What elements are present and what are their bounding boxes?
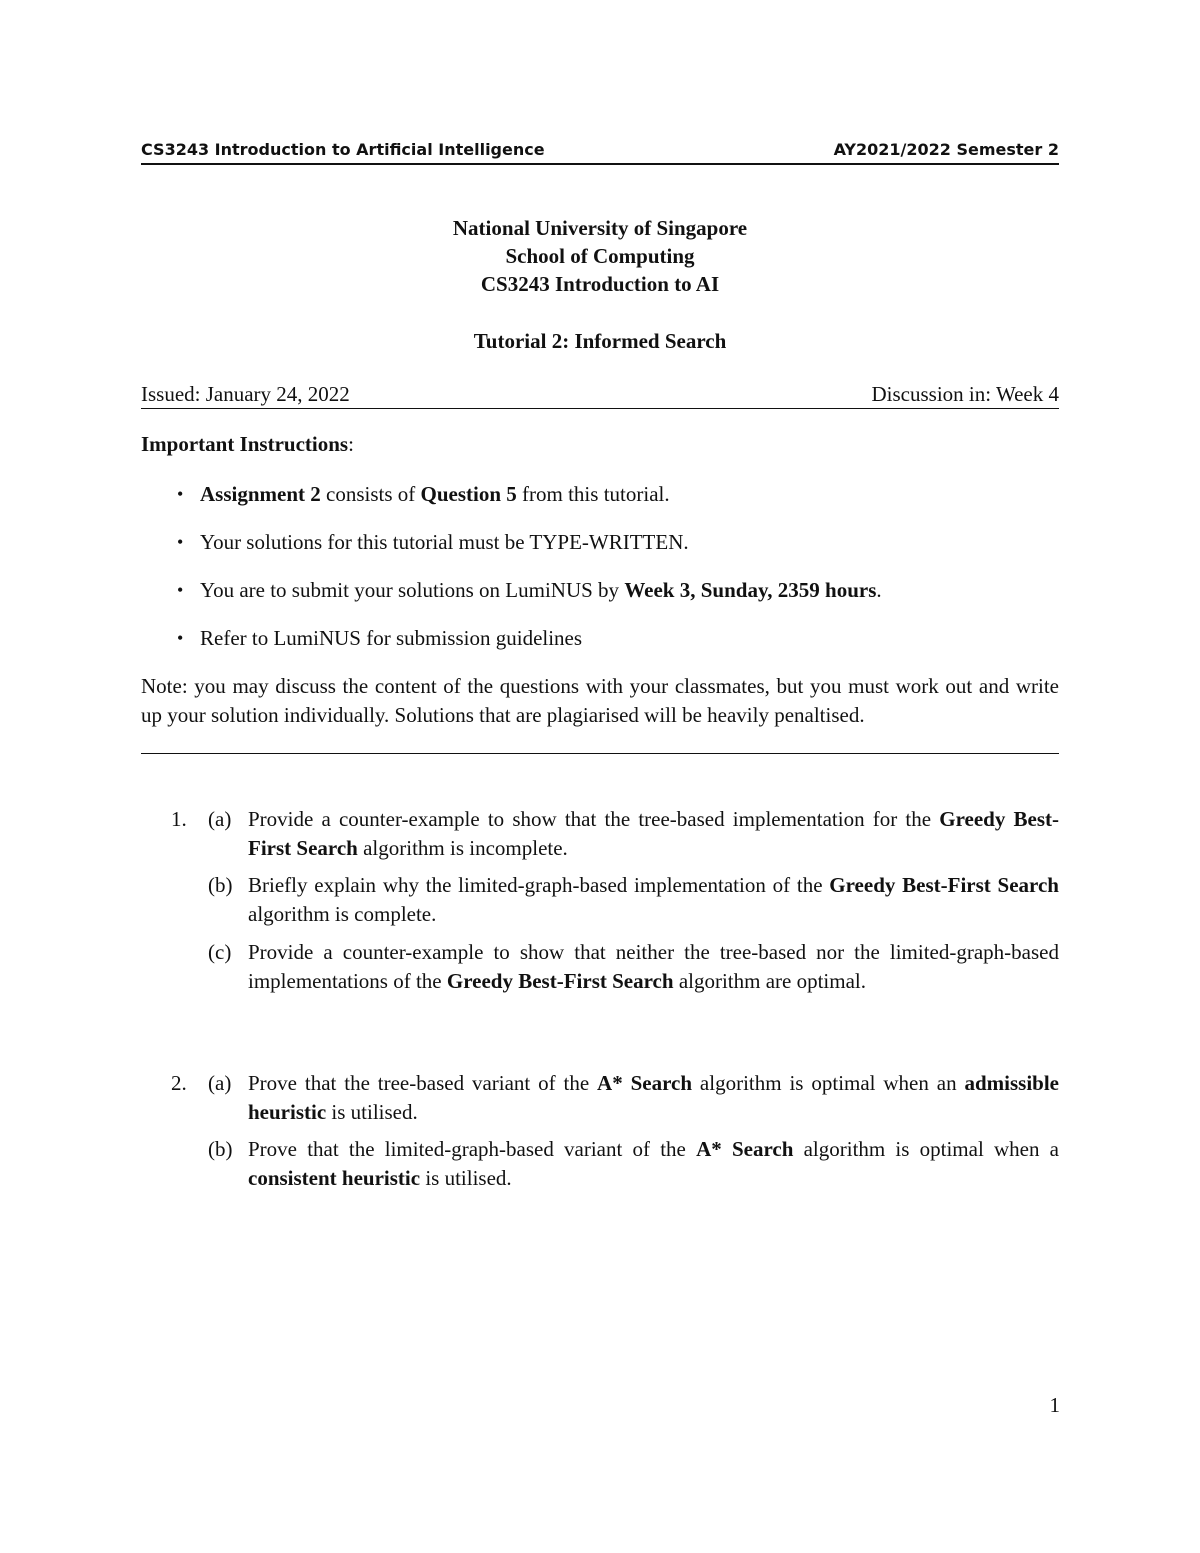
bold-text: Greedy Best-First Search — [248, 807, 1059, 860]
instruction-item — [141, 622, 1059, 670]
bullet-icon: • — [177, 484, 184, 504]
text-run: Prove that the tree-based variant of the — [248, 1071, 598, 1095]
part-label: (c) — [208, 940, 232, 964]
running-header — [141, 140, 1059, 165]
text-run: Your solutions for this tutorial must be TYPE-WRITTEN. — [200, 530, 689, 554]
bullet-icon: • — [177, 628, 184, 648]
part-text — [248, 871, 1059, 929]
instructions-heading-colon: : — [348, 432, 354, 456]
text-run: Provide a counter-example to show that the tree-based implementation for the — [248, 807, 940, 831]
bold-text: admissible heuristic — [248, 1071, 1059, 1124]
part-text — [248, 1135, 1059, 1193]
part-text — [248, 805, 1059, 863]
text-run: Prove that the limited-graph-based variant of the — [248, 1137, 697, 1161]
instruction-text — [200, 482, 670, 506]
part-label: (b) — [208, 1137, 233, 1161]
instruction-list — [141, 478, 1059, 670]
university-name: National University of Singapore — [452, 216, 748, 240]
bold-text: A* Search — [696, 1137, 794, 1161]
bold-text: Greedy Best-First Search — [829, 873, 1059, 897]
title-block — [141, 214, 1059, 355]
text-run: is utilised. — [326, 1100, 418, 1124]
instruction-text — [200, 626, 582, 650]
running-header-semester: AY2021/2022 Semester 2 — [833, 140, 1059, 159]
question-part — [208, 871, 1059, 929]
bold-text: A* Search — [597, 1071, 693, 1095]
text-run: consists of — [320, 482, 421, 506]
bold-text: Greedy Best-First Search — [446, 969, 674, 993]
bullet-icon: • — [177, 532, 184, 552]
bold-text: consistent heuristic — [248, 1166, 421, 1190]
instruction-text — [200, 578, 882, 602]
bold-text: Week 3, Sunday, 2359 hours — [624, 578, 877, 602]
discussion-week: Discussion in: Week 4 — [871, 382, 1059, 406]
bullet-icon: • — [177, 580, 184, 600]
text-run: algorithm is incomplete. — [357, 836, 568, 860]
part-text — [248, 938, 1059, 996]
text-run: from this tutorial. — [516, 482, 670, 506]
text-run: You are to submit your solutions on LumiNUS by — [200, 578, 625, 602]
question-number: 2. — [171, 1071, 187, 1095]
instruction-item — [141, 526, 1059, 574]
instruction-item — [141, 478, 1059, 526]
text-run: algorithm is optimal when an — [692, 1071, 965, 1095]
bold-text: Assignment 2 — [200, 482, 321, 506]
instruction-item — [141, 574, 1059, 622]
tutorial-title: Tutorial 2: Informed Search — [473, 329, 727, 353]
instructions-heading — [141, 432, 354, 457]
part-label: (a) — [208, 1071, 232, 1095]
text-run: Briefly explain why the limited-graph-based implementation of the — [248, 873, 830, 897]
issued-date: Issued: January 24, 2022 — [141, 382, 350, 406]
part-text — [248, 1069, 1059, 1127]
page-number: 1 — [1049, 1393, 1060, 1417]
text-run: Provide a counter-example to show that neither the tree-based nor the limited-graph-based implementations of the — [248, 940, 1059, 993]
bold-text: Question 5 — [420, 482, 517, 506]
part-label: (b) — [208, 873, 233, 897]
section-divider — [141, 753, 1059, 754]
instruction-text — [200, 530, 689, 554]
course-name: CS3243 Introduction to AI — [480, 272, 720, 296]
school-name: School of Computing — [505, 244, 695, 268]
question-number: 1. — [171, 807, 187, 831]
issued-line — [141, 382, 1059, 409]
question-part — [208, 805, 1059, 863]
text-run: Refer to LumiNUS for submission guidelines — [200, 626, 583, 650]
running-header-course: CS3243 Introduction to Artificial Intelligence — [141, 140, 545, 159]
question-part — [208, 1135, 1060, 1193]
instructions-heading-text: Important Instructions — [141, 432, 349, 456]
instructions-note: Note: you may discuss the content of the questions with your classmates, but you must work out and write up your solution individually. Solutions that are plagiarised will be heavily penaltised. — [141, 674, 1059, 727]
text-run: algorithm is complete. — [248, 902, 437, 926]
part-label: (a) — [208, 807, 232, 831]
question-part — [208, 1069, 1059, 1127]
text-run: is utilised. — [420, 1166, 512, 1190]
text-run: algorithm are optimal. — [673, 969, 867, 993]
text-run: algorithm is optimal when a — [793, 1137, 1060, 1161]
text-run: . — [876, 578, 882, 602]
question-part — [208, 938, 1059, 996]
